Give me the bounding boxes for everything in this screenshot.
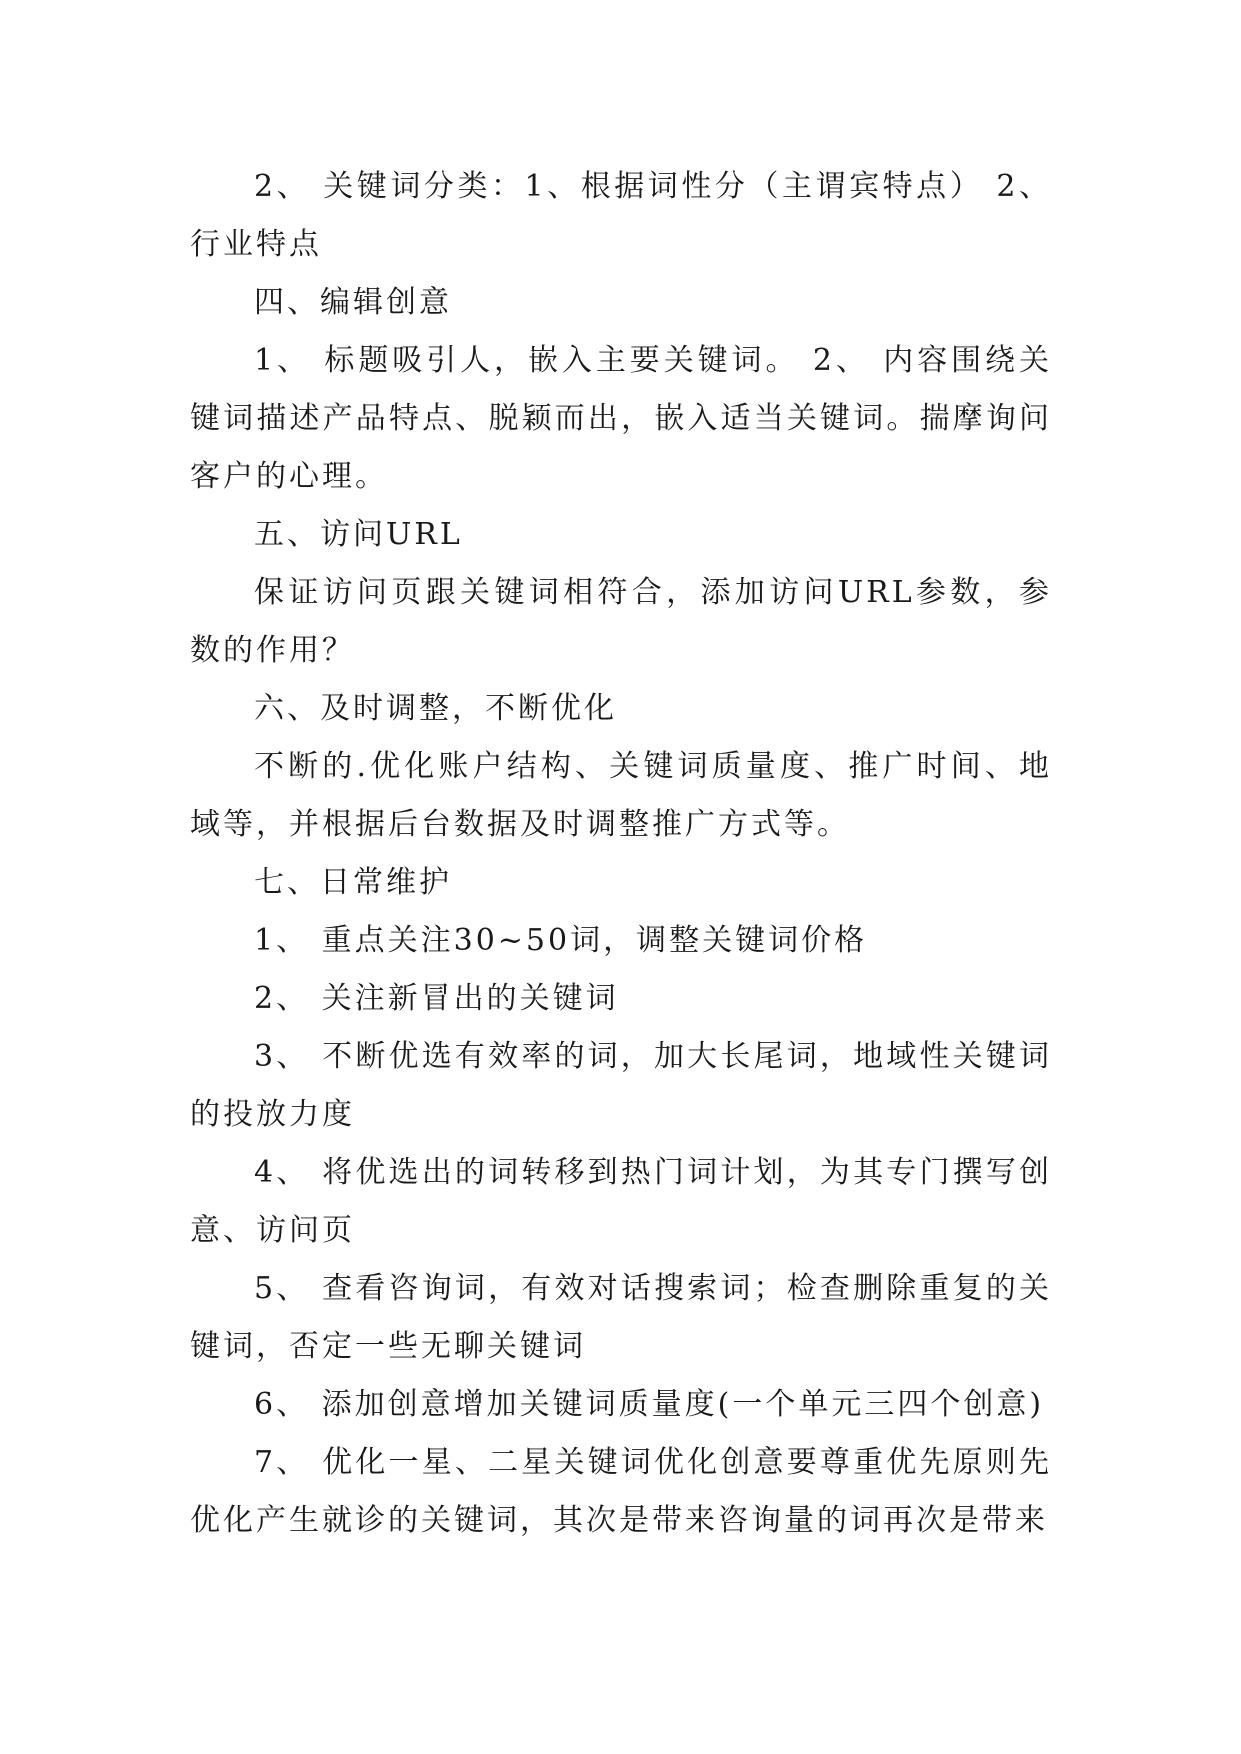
heading-daily-maintenance: 七、日常维护	[254, 865, 452, 900]
list-item-5: 5、 查看咨询词，有效对话搜索词；检查删除重复的关键词，否定一些无聊关键词	[190, 1271, 1052, 1364]
document-body	[190, 158, 1052, 1550]
paragraph-keyword-classification: 2、 关键词分类：1、根据词性分（主谓宾特点） 2、行业特点	[190, 169, 1052, 262]
paragraph-creative-tips: 1、 标题吸引人，嵌入主要关键词。 2、 内容围绕关键词描述产品特点、脱颖而出，嵌入适当关键词。揣摩询问客户的心理。	[190, 343, 1052, 494]
heading-visit-url: 五、访问URL	[254, 517, 463, 552]
paragraph-url-params: 保证访问页跟关键词相符合，添加访问URL参数，参数的作用？	[190, 575, 1052, 668]
list-item-1: 1、 重点关注30~50词，调整关键词价格	[254, 923, 868, 958]
list-item-6: 6、 添加创意增加关键词质量度(一个单元三四个创意)	[254, 1387, 1045, 1422]
list-item-2: 2、 关注新冒出的关键词	[254, 981, 619, 1016]
paragraph-optimization: 不断的.优化账户结构、关键词质量度、推广时间、地域等，并根据后台数据及时调整推广方式等。	[190, 749, 1052, 842]
list-item-4: 4、 将优选出的词转移到热门词计划，为其专门撰写创意、访问页	[190, 1155, 1052, 1248]
list-item-3: 3、 不断优选有效率的词，加大长尾词，地域性关键词的投放力度	[190, 1039, 1052, 1132]
heading-edit-creative: 四、编辑创意	[254, 285, 452, 320]
list-item-7: 7、 优化一星、二星关键词优化创意要尊重优先原则先优化产生就诊的关键词，其次是带来咨询量的词再次是带来	[190, 1445, 1052, 1538]
heading-timely-adjustment: 六、及时调整，不断优化	[254, 691, 617, 726]
